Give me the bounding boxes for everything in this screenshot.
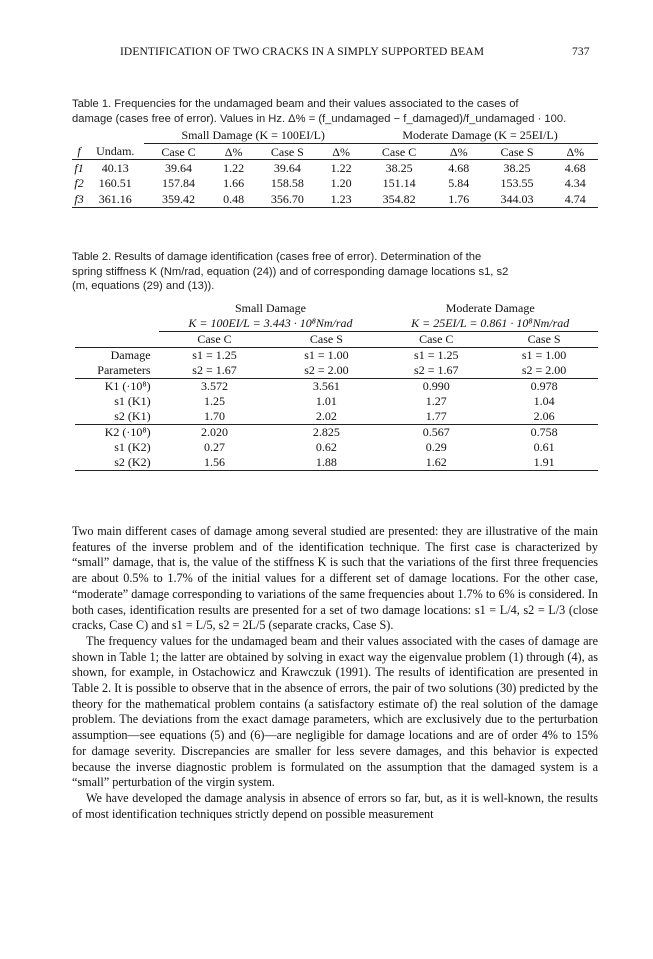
table1-col-header: Δ% bbox=[553, 144, 598, 160]
table-cell: 4.68 bbox=[448, 160, 470, 175]
table1-col-header: Δ% bbox=[320, 144, 362, 160]
table2 bbox=[75, 301, 598, 471]
table-row bbox=[75, 394, 598, 409]
table-cell: 1.88 bbox=[270, 455, 382, 471]
paragraph: We have developed the damage analysis in absence of errors so far, but, as it is well-known, the results of most identification techniques strictly depend on possible measurement bbox=[72, 790, 598, 821]
table-cell: 2.02 bbox=[315, 409, 337, 424]
table-cell: 344.03 bbox=[481, 191, 552, 207]
table1-column-header bbox=[72, 144, 598, 160]
table-cell: 0.990 bbox=[382, 379, 490, 395]
table-cell: 0.62 bbox=[315, 440, 337, 455]
table-cell: 4.34 bbox=[564, 176, 586, 191]
table2-group-header bbox=[75, 301, 598, 316]
table-row bbox=[75, 425, 598, 441]
table-cell: 1.04 bbox=[533, 394, 555, 409]
table1-group-header bbox=[72, 127, 598, 144]
table2-case-header: Case C bbox=[197, 332, 232, 347]
table1-group-moderate: Moderate Damage (K = 25EI/L) bbox=[362, 127, 598, 144]
table2-row-label: s2 (K2) bbox=[75, 455, 159, 471]
table1-caption-line2: damage (cases free of error). Values in Hz. Δ% = (f_undamaged − f_damaged)/f_undamaged · 100. bbox=[72, 112, 567, 125]
table-cell: 361.16 bbox=[86, 191, 144, 207]
table2-row-label: s2 (K1) bbox=[114, 409, 151, 424]
table-cell: 157.84 bbox=[162, 176, 196, 191]
table-cell: 38.25 bbox=[385, 160, 413, 175]
table2-row-label: Damage bbox=[75, 348, 159, 364]
table-cell: 0.29 bbox=[425, 440, 447, 455]
table-cell: s2 = 1.67 bbox=[414, 363, 459, 378]
table-cell: s2 = 2.00 bbox=[521, 363, 567, 378]
table2-case-row bbox=[75, 332, 598, 348]
table-cell: 1.62 bbox=[382, 455, 490, 471]
table-cell: 1.70 bbox=[204, 409, 226, 424]
table1-col-header: Case S bbox=[481, 144, 552, 160]
table-row bbox=[72, 160, 598, 176]
table-cell: 1.77 bbox=[425, 409, 447, 424]
table2-group-small: Small Damage bbox=[234, 301, 306, 316]
table2-case-header: Case S bbox=[527, 332, 561, 347]
table-cell: 3.572 bbox=[159, 379, 271, 395]
table2-formula-moderate: K = 25EI/L = 0.861 · 10⁸Nm/rad bbox=[382, 316, 598, 332]
table-cell: 1.56 bbox=[159, 455, 271, 471]
table2-caption-line1: Table 2. Results of damage identification (cases free of error). Determination of the bbox=[72, 251, 482, 263]
table2-case-header: Case S bbox=[309, 332, 343, 347]
table-cell: s1 = 1.00 bbox=[270, 348, 382, 364]
table-cell: 1.25 bbox=[204, 394, 226, 409]
table-row bbox=[75, 348, 598, 364]
table2-row-label: K2 (·10⁸) bbox=[75, 425, 159, 441]
table2-formula-small: K = 100EI/L = 3.443 · 10⁸Nm/rad bbox=[159, 316, 383, 332]
table1-col-header: Case S bbox=[255, 144, 321, 160]
paragraph: Two main different cases of damage among several studied are presented: they are illustrative of the main features of the inverse problem and of the identification technique. The first case is characterized by “small” damage, that is, the value of the stiffness K is such that the variations of the first three frequencies are about 0.5% to 1.7% of the initial values for a different set of damage locations. For the other case, “moderate” damage corresponding to variations of the same frequencies about 1.7% to 6% is considered. In both cases, identification results are presented for a set of two damage locations: s1 = L/4, s2 = L/3 (close cracks, Case C) and s1 = L/5, s2 = 2L/5 (separate cracks, Case S). bbox=[72, 524, 598, 633]
table1-col-header: Δ% bbox=[213, 144, 255, 160]
table2-caption-line2: spring stiffness K (Nm/rad, equation (24)) and of corresponding damage locations s1, s2 bbox=[72, 265, 509, 278]
table-cell: 0.567 bbox=[382, 425, 490, 441]
table2-row-label: K1 (·10⁸) bbox=[75, 379, 159, 395]
table2-caption bbox=[72, 250, 598, 294]
table-cell: 0.27 bbox=[204, 440, 226, 455]
table-cell: 2.06 bbox=[533, 409, 555, 424]
table-cell: 356.70 bbox=[255, 191, 321, 207]
table-row bbox=[72, 176, 598, 192]
table1-col-header: Case C bbox=[144, 144, 212, 160]
table-cell: 1.22 bbox=[330, 160, 352, 175]
table2-row-label: s1 (K2) bbox=[114, 440, 151, 455]
table-cell: f1 bbox=[74, 160, 84, 175]
table2-formula-row bbox=[75, 316, 598, 332]
table-row bbox=[75, 455, 598, 471]
table2-row-label: s1 (K1) bbox=[114, 394, 151, 409]
table-cell: 2.020 bbox=[159, 425, 271, 441]
page-number: 737 bbox=[572, 46, 590, 58]
table2-caption-line3: (m, equations (29) and (13)). bbox=[72, 280, 215, 292]
table1-col-header: Case C bbox=[362, 144, 436, 160]
table-cell: 2.825 bbox=[270, 425, 382, 441]
table-cell: 5.84 bbox=[448, 176, 470, 191]
table-cell: 1.66 bbox=[223, 176, 245, 191]
table-cell: 39.64 bbox=[273, 160, 301, 175]
table-cell: 151.14 bbox=[382, 176, 416, 191]
table1 bbox=[72, 127, 598, 208]
table-row bbox=[75, 440, 598, 455]
table-cell: 0.48 bbox=[213, 191, 255, 207]
table-cell: 1.22 bbox=[223, 160, 245, 175]
table-cell: 1.76 bbox=[436, 191, 481, 207]
table-cell: 158.58 bbox=[270, 176, 304, 191]
table-cell: 4.74 bbox=[553, 191, 598, 207]
table-cell: 1.91 bbox=[490, 455, 598, 471]
table1-caption-line1: Table 1. Frequencies for the undamaged beam and their values associated to the cases of bbox=[72, 98, 519, 110]
paragraph: The frequency values for the undamaged beam and their values associated with the cases of damage are shown in Table 1; the latter are obtained by solving in exact way the eigenvalue problem (1) through (4), as shown, for example, in Ostachowicz and Krawczuk (1991). The results of identification are presented in Table 2. It is possible to observe that in the absence of errors, the pair of two solutions (30) predicted by the theory for the mathematical problem contains (a satisfactory estimate of) the real solution of the damage problem. The deviations from the exact damage parameters, which are exclusively due to the perturbation assumption—see equations (5) and (6)—are negligible for damage locations and are of order 4% to 15% for damage severity. Discrepancies are smaller for less severe damages, and this behavior is expected because the inverse diagnostic problem is formulated on the assumption that the damaged system is a “small” perturbation of the virgin system. bbox=[72, 633, 598, 790]
table-cell: 40.13 bbox=[101, 160, 129, 175]
table2-group-moderate: Moderate Damage bbox=[445, 301, 535, 316]
table2-case-header: Case C bbox=[419, 332, 454, 347]
table-cell: f2 bbox=[74, 176, 84, 191]
table-row bbox=[72, 191, 598, 207]
table-row bbox=[75, 363, 598, 379]
table-cell: 0.758 bbox=[490, 425, 598, 441]
table-cell: s1 = 1.00 bbox=[490, 348, 598, 364]
table-cell: 4.68 bbox=[564, 160, 586, 175]
table-cell: 153.55 bbox=[500, 176, 534, 191]
table1-col-header: Undam. bbox=[86, 144, 144, 160]
table-cell: 3.561 bbox=[270, 379, 382, 395]
table1-caption bbox=[72, 97, 598, 126]
body-text bbox=[72, 524, 598, 822]
table-cell: 160.51 bbox=[98, 176, 132, 191]
table-cell: s1 = 1.25 bbox=[382, 348, 490, 364]
table-cell: 359.42 bbox=[144, 191, 212, 207]
table1-col-header: Δ% bbox=[436, 144, 481, 160]
table-cell: 0.61 bbox=[533, 440, 555, 455]
table-cell: 1.01 bbox=[315, 394, 337, 409]
table2-row-label: Parameters bbox=[97, 363, 151, 378]
running-title: IDENTIFICATION OF TWO CRACKS IN A SIMPLY SUPPORTED BEAM bbox=[120, 46, 485, 58]
table-cell: s2 = 2.00 bbox=[304, 363, 349, 378]
table-cell: f3 bbox=[72, 191, 86, 207]
table-cell: 1.27 bbox=[425, 394, 447, 409]
table-cell: s2 = 1.67 bbox=[192, 363, 237, 378]
table-cell: 1.23 bbox=[320, 191, 362, 207]
table-row bbox=[75, 409, 598, 425]
table-cell: 1.20 bbox=[330, 176, 352, 191]
table1-col-header: f bbox=[72, 144, 86, 160]
table-cell: 38.25 bbox=[503, 160, 531, 175]
table-cell: 0.978 bbox=[490, 379, 598, 395]
table1-group-small: Small Damage (K = 100EI/L) bbox=[144, 127, 362, 144]
table-cell: 39.64 bbox=[165, 160, 193, 175]
table-cell: s1 = 1.25 bbox=[159, 348, 271, 364]
table-cell: 354.82 bbox=[362, 191, 436, 207]
table-row bbox=[75, 379, 598, 395]
